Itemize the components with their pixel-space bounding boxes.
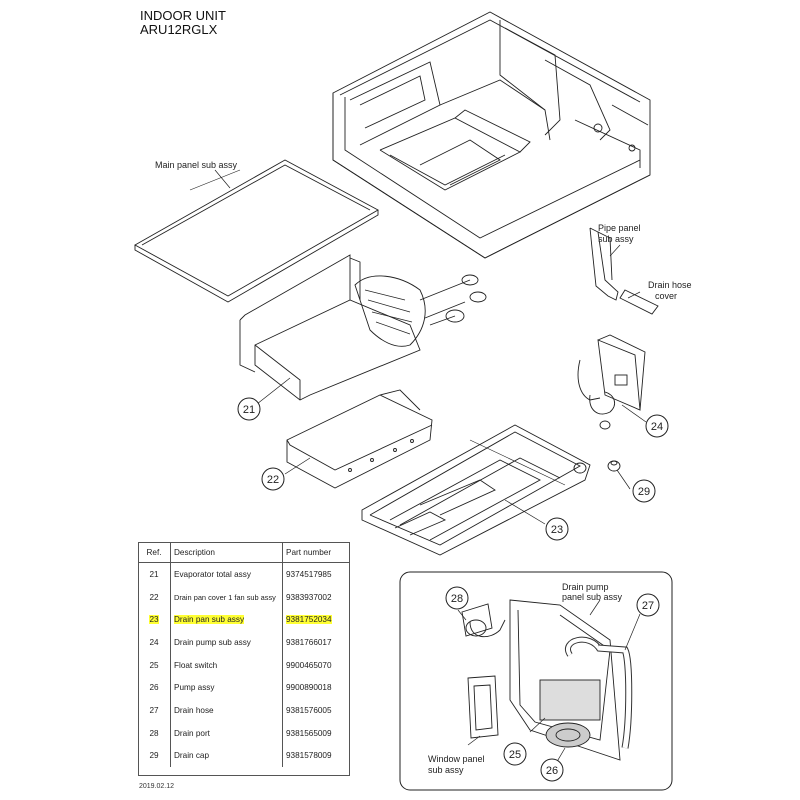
main-panel-label: Main panel sub assy	[155, 160, 238, 170]
table-row	[138, 676, 350, 699]
row-part-number: 9383937002	[286, 592, 332, 602]
row-description: Drain cap	[174, 751, 210, 761]
header-description: Description	[171, 542, 283, 563]
row-part-number: 9900890018	[286, 683, 332, 693]
drain-pan-cover-drawing	[287, 390, 432, 488]
header-ref: Ref.	[138, 542, 171, 563]
ref-27-callout: 27	[641, 600, 655, 612]
row-ref: 22	[149, 592, 159, 602]
drain-pump-drawing	[578, 335, 645, 429]
main-panel-drawing	[135, 160, 378, 302]
parts-table	[138, 542, 350, 767]
table-header-row	[138, 542, 350, 563]
drain-cap-drawing	[608, 461, 620, 471]
row-ref: 24	[149, 637, 159, 647]
table-row	[138, 586, 350, 609]
pump-panel-label-2: panel sub assy	[562, 592, 623, 602]
table-row	[138, 722, 350, 745]
row-ref: 28	[149, 728, 159, 738]
row-part-number: 9381766017	[286, 637, 332, 647]
row-ref: 26	[149, 683, 159, 693]
row-description: Drain pan cover 1 fan sub assy	[174, 592, 276, 602]
row-part-number: 9381576005	[286, 705, 332, 715]
row-description: Pump assy	[174, 683, 215, 693]
ref-29-callout: 29	[637, 486, 651, 498]
window-panel-label-1: Window panel	[428, 754, 485, 764]
drain-hose-cover-label-1: Drain hose	[648, 280, 692, 290]
ref-26-callout: 26	[545, 765, 559, 777]
ref-22-callout: 22	[266, 474, 280, 486]
table-row	[138, 631, 350, 654]
table-row-highlighted	[138, 608, 350, 631]
table-row	[138, 699, 350, 722]
table-row	[138, 654, 350, 677]
pipe-panel-label-1: Pipe panel	[598, 223, 641, 233]
row-description: Drain port	[174, 728, 210, 738]
ref-23-callout: 23	[550, 524, 564, 536]
window-panel-label-2: sub assy	[428, 765, 464, 775]
row-ref: 21	[149, 569, 159, 579]
row-part-number: 9381578009	[286, 751, 332, 761]
row-description: Evaporator total assy	[174, 569, 251, 579]
revision-date: 2019.02.12	[139, 783, 175, 790]
row-ref: 25	[149, 660, 159, 670]
ref-24-callout: 24	[650, 421, 664, 433]
row-part-number: 9381752034	[286, 615, 332, 625]
ref-28-callout: 28	[450, 593, 464, 605]
pipe-panel-label-2: sub assy	[598, 234, 634, 244]
header-part-number: Part number	[283, 542, 351, 563]
ref-21-callout: 21	[242, 404, 256, 416]
row-description: Drain pump sub assy	[174, 637, 251, 647]
drain-hose-cover-label-2: cover	[655, 291, 678, 301]
evaporator-drawing	[240, 255, 486, 400]
row-part-number: 9900465070	[286, 660, 332, 670]
table-row	[138, 745, 350, 768]
row-part-number: 9374517985	[286, 569, 332, 579]
pump-detail-drawing	[462, 600, 629, 760]
row-description: Float switch	[174, 660, 218, 670]
table-row	[138, 563, 350, 586]
casing-drawing	[333, 12, 650, 258]
row-description: Drain hose	[174, 705, 214, 715]
diagram-title: INDOOR UNIT	[140, 8, 226, 23]
ref-25-callout: 25	[508, 749, 522, 761]
row-ref: 29	[149, 751, 159, 761]
row-description: Drain pan sub assy	[174, 615, 245, 625]
model-number: ARU12RGLX	[140, 22, 218, 37]
row-ref: 27	[149, 705, 159, 715]
pump-panel-label-1: Drain pump	[562, 582, 609, 592]
row-ref: 23	[149, 615, 159, 625]
row-part-number: 9381565009	[286, 728, 332, 738]
